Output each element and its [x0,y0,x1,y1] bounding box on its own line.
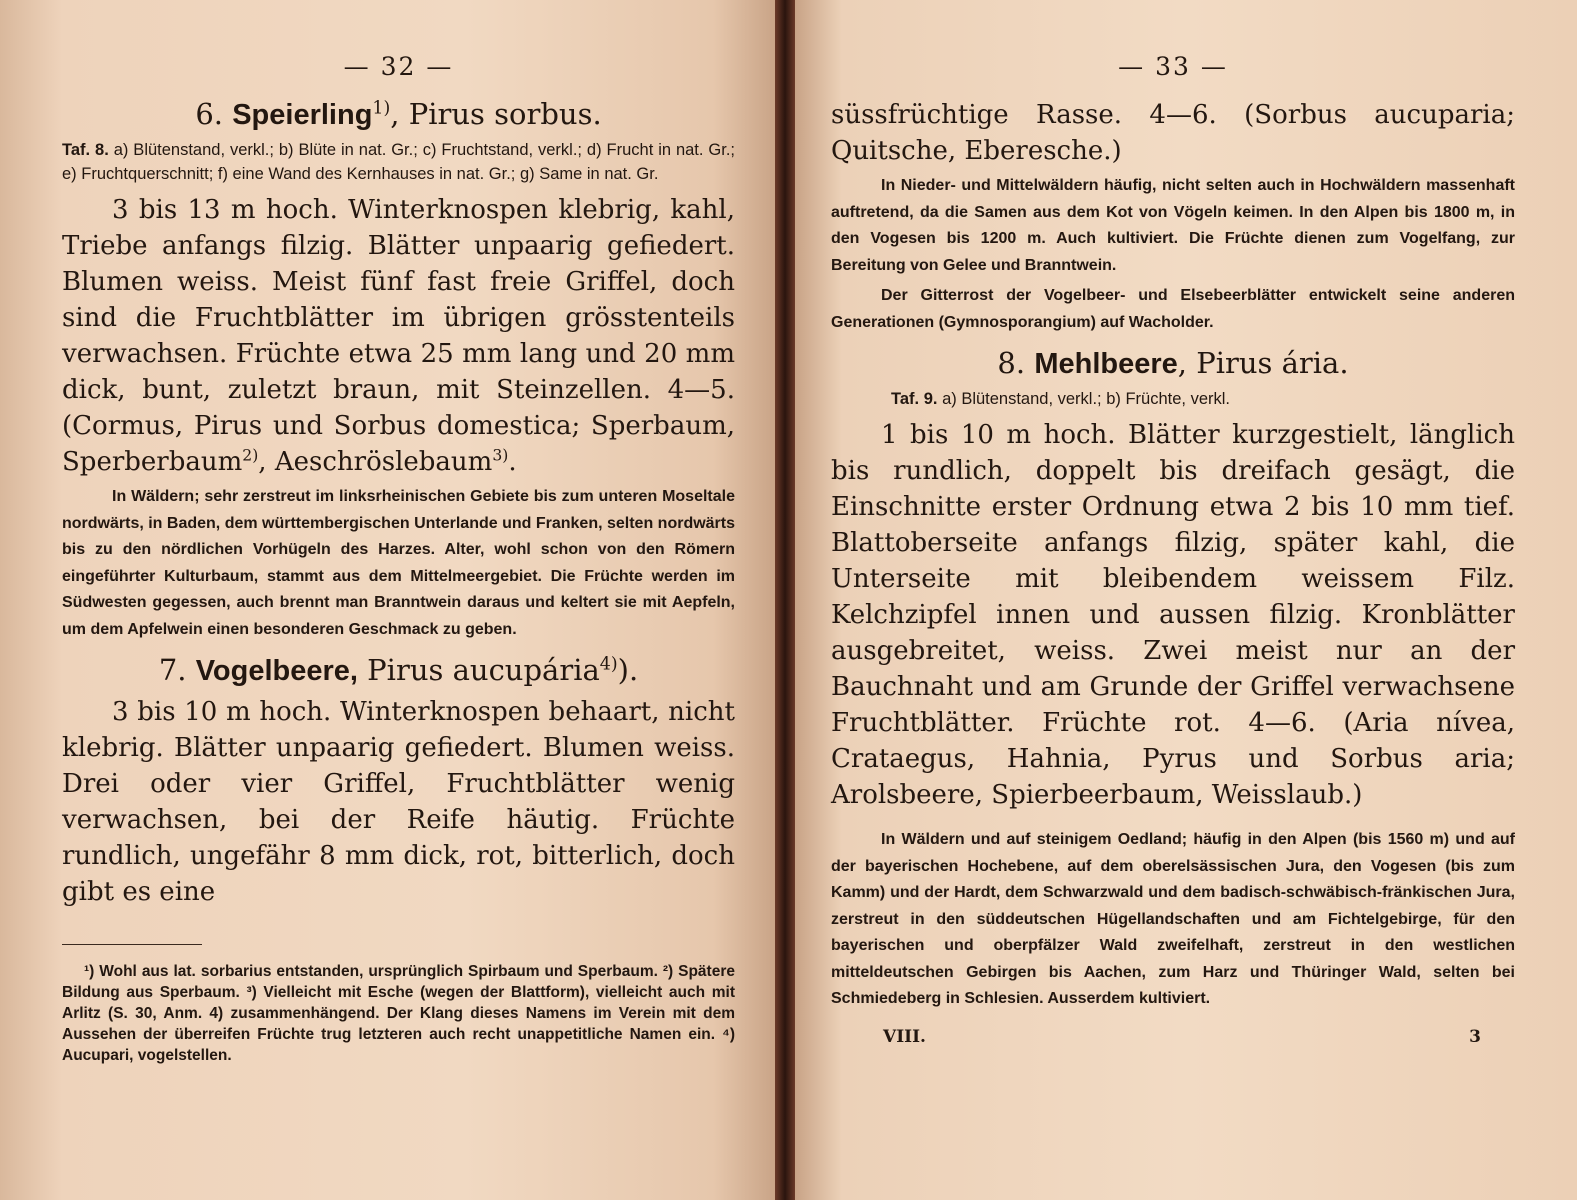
left-page [0,0,775,1200]
sheet-number: 3 [1469,1026,1481,1047]
footnote-rule [62,944,202,945]
entry-description [62,192,735,480]
footnote-marker: 3) [492,446,509,465]
entry-heading-speierling [62,97,735,132]
entry-name: Speierling [232,99,373,131]
entry-distribution: In Wäldern; sehr zerstreut im linksrheinischen Gebiete bis zum unteren Moseltale nordwärts, in Baden, dem württembergischen Unterlande und Franken, selten nordwärts bis zu den nördlichen Vorhügeln des Harzes. Alter, wohl schon von den Römern eingeführter Kulturbaum, stammt aus dem Mittelmeergebiet. Die Früchte werden im Südwesten gegessen, auch brennt man Branntwein daraus und keltert sie mit Aepfeln, um dem Apfelwein einen besonderen Geschmack zu geben. [62,488,736,638]
entry-latin: Pirus aucupária [367,653,600,687]
plate-label: Taf. 9. [891,390,938,408]
entry-name: Mehlbeere [1034,348,1178,380]
plate-caption [831,387,1515,411]
footnotes: ¹) Wohl aus lat. sorbarius entstanden, ursprünglich Spirbaum und Sperbaum. ²) Spätere Bildung aus Sperbaum. ³) Vielleicht mit Esche (wegen der Blattform), vielleicht auch mit Arlitz (S. 30, Anm. 4) zusammenhängend. Der Klang dieses Namens im Verein mit dem Aussehen der überreifen Früchte trug letzteren auch recht unappetitliche Namen ein. ⁴) Aucupari, vogelstellen. [62,962,735,1064]
description-text: . [508,447,517,477]
entry-number: 7. [158,653,187,687]
description-text: 3 bis 13 m hoch. Winterknospen klebrig, kahl, Triebe anfangs filzig. Blätter unpaarig gefiedert. Blumen weiss. Meist fünf fast freie Griffel, doch sind die Fruchtblätter im übrigen grösstenteils verwachsen. Früchte etwa 25 mm lang und 20 mm dick, bunt, zuletzt braun, mit Steinzellen. 4—5. (Cormus, Pirus und Sorbus domestica; Sperbaum, Sperberbaum [62,195,735,477]
entry-heading-mehlbeere [831,346,1515,381]
footnote-marker: 2) [242,446,259,465]
entry-latin-end: ). [617,653,639,687]
entry-description: 1 bis 10 m hoch. Blätter kurzgestielt, länglich bis rundlich, doppelt bis dreifach gesägt, die Einschnitte erster Ordnung etwa 2 bis 10 mm tief. Blattoberseite anfangs filzig, später kahl, die Unterseite mit bleibendem weissem Filz. Kelchzipfel innen und aussen filzig. Kronblätter ausgebreitet, weiss. Zwei meist nur an der Bauchnaht und am Grunde der Griffel verwachsene Fruchtblätter. Früchte rot. 4—6. (Aria nívea, Crataegus, Hahnia, Pyrus und Sorbus aria; Arolsbeere, Spierbeerbaum, Weisslaub.) [831,420,1515,810]
page-footer [831,1027,1515,1047]
rust-note: Der Gitterrost der Vogelbeer- und Elsebeerblätter entwickelt seine anderen Generationen (Gymnosporangium) auf Wacholder. [831,287,1515,331]
entry-number: 8. [997,346,1026,380]
footnote-marker: 4) [599,654,618,675]
entry-name: Vogelbeere, [195,655,358,687]
footnote-marker: 1) [372,98,391,119]
right-page [795,0,1577,1200]
entry-distribution: In Wäldern und auf steinigem Oedland; häufig in den Alpen (bis 1560 m) und auf der bayerischen Hochebene, auf dem oberelsässischen Jura, den Vogesen (bis zum Kamm) und der Hardt, dem Schwarzwald und dem badisch-schwäbisch-fränkischen Jura, zerstreut in den süddeutschen Hügellandschaften und am Fichtelgebirge, für den bayerischen und oberpfälzer Wald zweifelhaft, zerstreut in den westlichen mitteldeutschen Gebirgen bis Aachen, zum Harz und Thüringer Wald, selten bei Schmiedeberg in Schlesien. Ausserdem kultiviert. [831,831,1515,1007]
entry-latin: , Pirus sorbus. [390,97,602,131]
entry-distribution: In Nieder- und Mittelwäldern häufig, nicht selten auch in Hochwäldern massenhaft auftretend, da die Samen aus dem Kot von Vögeln keimen. In den Alpen bis 1800 m, in den Vogesen bis 1200 m. Auch kultiviert. Die Früchte dienen zum Vogelfang, zur Bereitung von Gelee und Branntwein. [831,177,1515,274]
plate-caption [62,138,735,186]
description-text: , Aeschröslebaum [258,447,493,477]
entry-description: 3 bis 10 m hoch. Winterknospen behaart, nicht klebrig. Blätter unpaarig gefiedert. Blumen weiss. Drei oder vier Griffel, Fruchtblätter wenig verwachsen, bei der Reife häutig. Früchte rundlich, ungefähr 8 mm dick, rot, bitterlich, doch gibt es eine [62,697,735,907]
plate-text: a) Blütenstand, verkl.; b) Blüte in nat. Gr.; c) Fruchtstand, verkl.; d) Frucht in nat. Gr.; e) Fruchtquerschnitt; f) eine Wand des Kernhauses in nat. Gr.; g) Same in nat. Gr. [62,141,735,183]
page-number: — 33 — [1118,52,1228,81]
page-number: — 32 — [343,52,454,81]
plate-label: Taf. 8. [62,141,109,159]
entry-number: 6. [195,97,223,131]
signature-mark: VIII. [883,1026,926,1047]
book-gutter [775,0,795,1200]
entry-heading-vogelbeere [62,653,735,688]
plate-text: a) Blütenstand, verkl.; b) Früchte, verkl. [942,390,1231,408]
entry-latin: , Pirus ária. [1177,346,1349,380]
entry-description-continued: süssfrüchtige Rasse. 4—6. (Sorbus aucuparia; Quitsche, Eberesche.) [831,100,1515,166]
